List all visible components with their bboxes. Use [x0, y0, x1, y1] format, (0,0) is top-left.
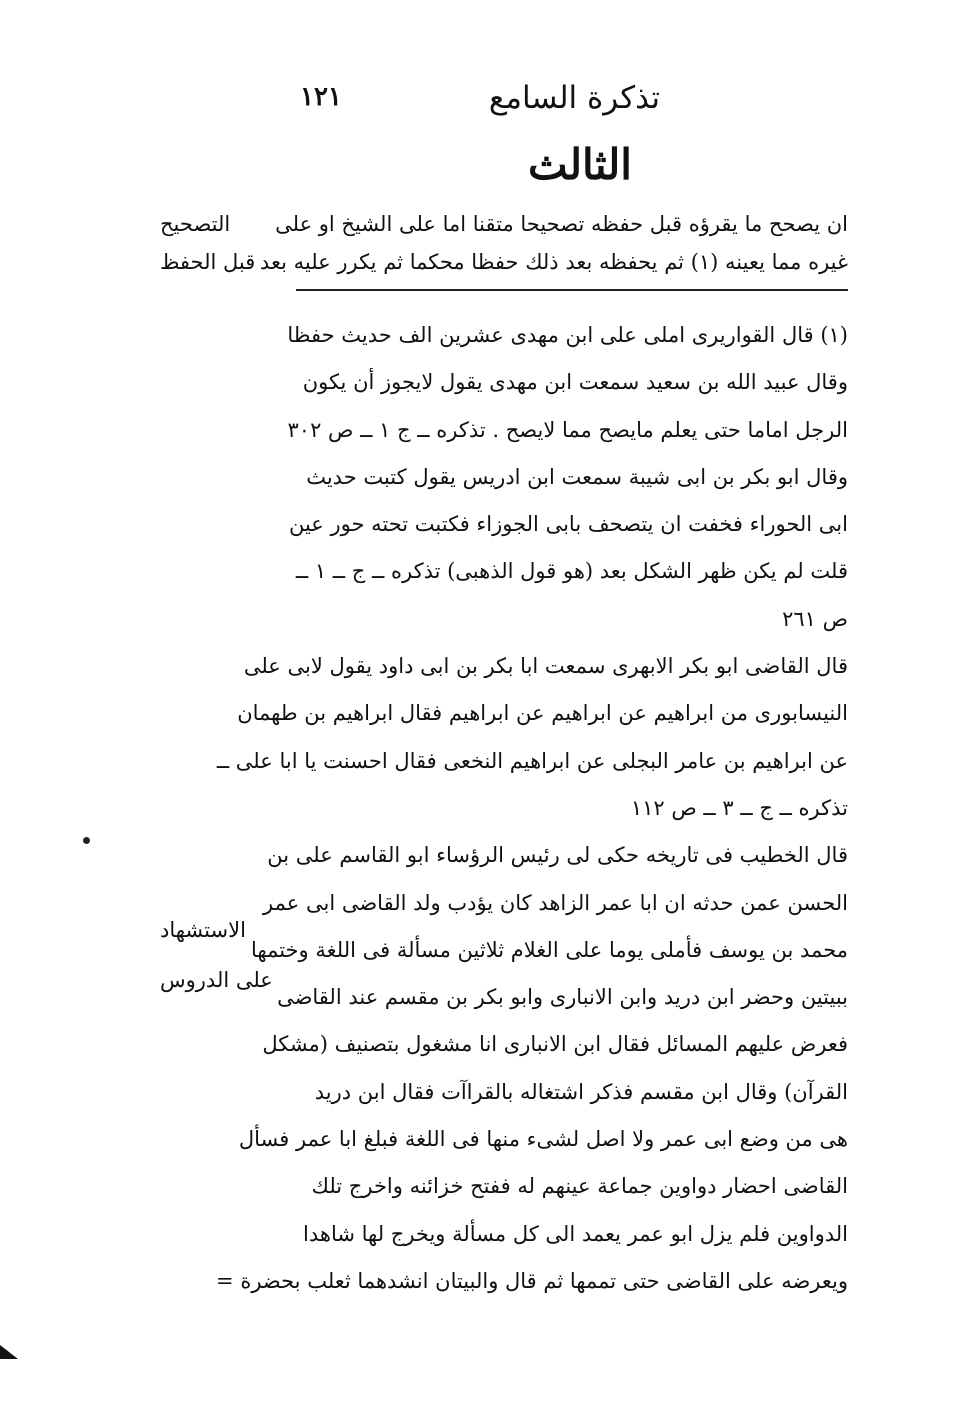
footnote-line: قال القاضى ابو بكر الابهرى سمعت ابا بكر بن ابى داود يقول لابى على [243, 654, 848, 679]
margin-note-line: التصحيح [160, 212, 231, 236]
main-text-line: ان يصحح ما يقرؤه قبل حفظه تصحيحا متقنا اما على الشيخ او على [275, 212, 848, 236]
margin-note-line: قبل الحفظ [160, 250, 256, 274]
footnote-line: الدواوين فلم يزل ابو عمر يعمد الى كل مسألة ويخرج لها شاهدا [303, 1221, 848, 1246]
footnote-line: القاضى احضار دواوين جماعة عينهم له ففتح خزائنه واخرج تلك [311, 1174, 848, 1199]
section-heading: الثالث [528, 140, 632, 189]
footnote-line: عن ابراهيم بن عامر البجلى عن ابراهيم النخعى فقال احسنت يا ابا على ــ [216, 748, 848, 773]
footnote-line: ويعرضه على القاضى حتى تممها ثم قال والبيتان انشدهما ثعلب بحضرة = [216, 1268, 848, 1293]
page-number: ١٢١ [300, 82, 342, 112]
footnote-line: الحسن عمن حدثه ان ابا عمر الزاهد كان يؤدب ولد القاضى ابى عمر [263, 890, 848, 915]
footnote-line: (١) قال القواريرى املى على ابن مهدى عشرين الف حديث حفظا [287, 323, 848, 347]
margin-note-citation [160, 905, 280, 1005]
footnote-line: تذكره ــ ج ــ ٣ ــ ص ١١٢ [630, 795, 848, 820]
margin-note-correction [160, 205, 280, 281]
footnote-line: قال الخطيب فى تاريخه حكى لى رئيس الرؤساء ابو القاسم على بن [267, 843, 848, 868]
main-text [259, 205, 848, 281]
margin-note-line: على الدروس [160, 968, 273, 992]
footnote-line: النيسابورى من ابراهيم عن ابراهيم عن ابراهيم فقال ابراهيم بن طهمان [237, 701, 848, 726]
margin-note-line: الاستشهاد [160, 918, 246, 942]
footnote-line: فعرض عليهم المسائل فقال ابن الانبارى انا مشغول بتصنيف (مشكل [262, 1032, 848, 1057]
footnote-line: ص ٢٦١ [782, 606, 848, 631]
footnote-line: وقال عبيد الله بن سعيد سمعت ابن مهدى يقول لايجوز أن يكون [302, 370, 848, 395]
footnote-line: وقال ابو بكر بن ابى شيبة سمعت ابن ادريس يقول كتبت حديث [306, 464, 848, 489]
footnote-line: ابى الحوراء فخفت ان يتصحف بابى الجوزاء فكتبت تحته حور عين [288, 512, 848, 537]
page-header [300, 80, 660, 120]
footnote-line: القرآن) وقال ابن مقسم فذكر اشتغاله بالقراآت فقال ابن دريد [314, 1079, 848, 1104]
ink-dot [83, 837, 90, 844]
footnote-line: قلت لم يكن ظهر الشكل بعد (هو قول الذهبى) تذكره ــ ج ــ ١ ــ [295, 559, 848, 584]
footnote-line: ببيتين وحضر ابن دريد وابن الانبارى وابو بكر بن مقسم عند القاضى [277, 985, 848, 1010]
corner-mark [0, 1345, 18, 1359]
footnote-line: الرجل اماما حتى يعلم مايصح مما لايصح . تذكره ــ ج ١ ــ ص ٣٠٢ [287, 417, 848, 442]
footnote-divider [296, 289, 848, 291]
main-text-line: غيره مما يعينه (١) ثم يحفظه بعد ذلك حفظا محكما ثم يكرر عليه بعد [259, 250, 848, 274]
running-title: تذكرة السامع [488, 80, 660, 116]
footnote-line: محمد بن يوسف فأملى يوما على الغلام ثلاثين مسألة فى اللغة وختمها [251, 937, 848, 962]
footnote-line: هى من وضع ابى عمر ولا اصل لشىء منها فى اللغة فبلغ ابا عمر فسأل [238, 1127, 848, 1152]
